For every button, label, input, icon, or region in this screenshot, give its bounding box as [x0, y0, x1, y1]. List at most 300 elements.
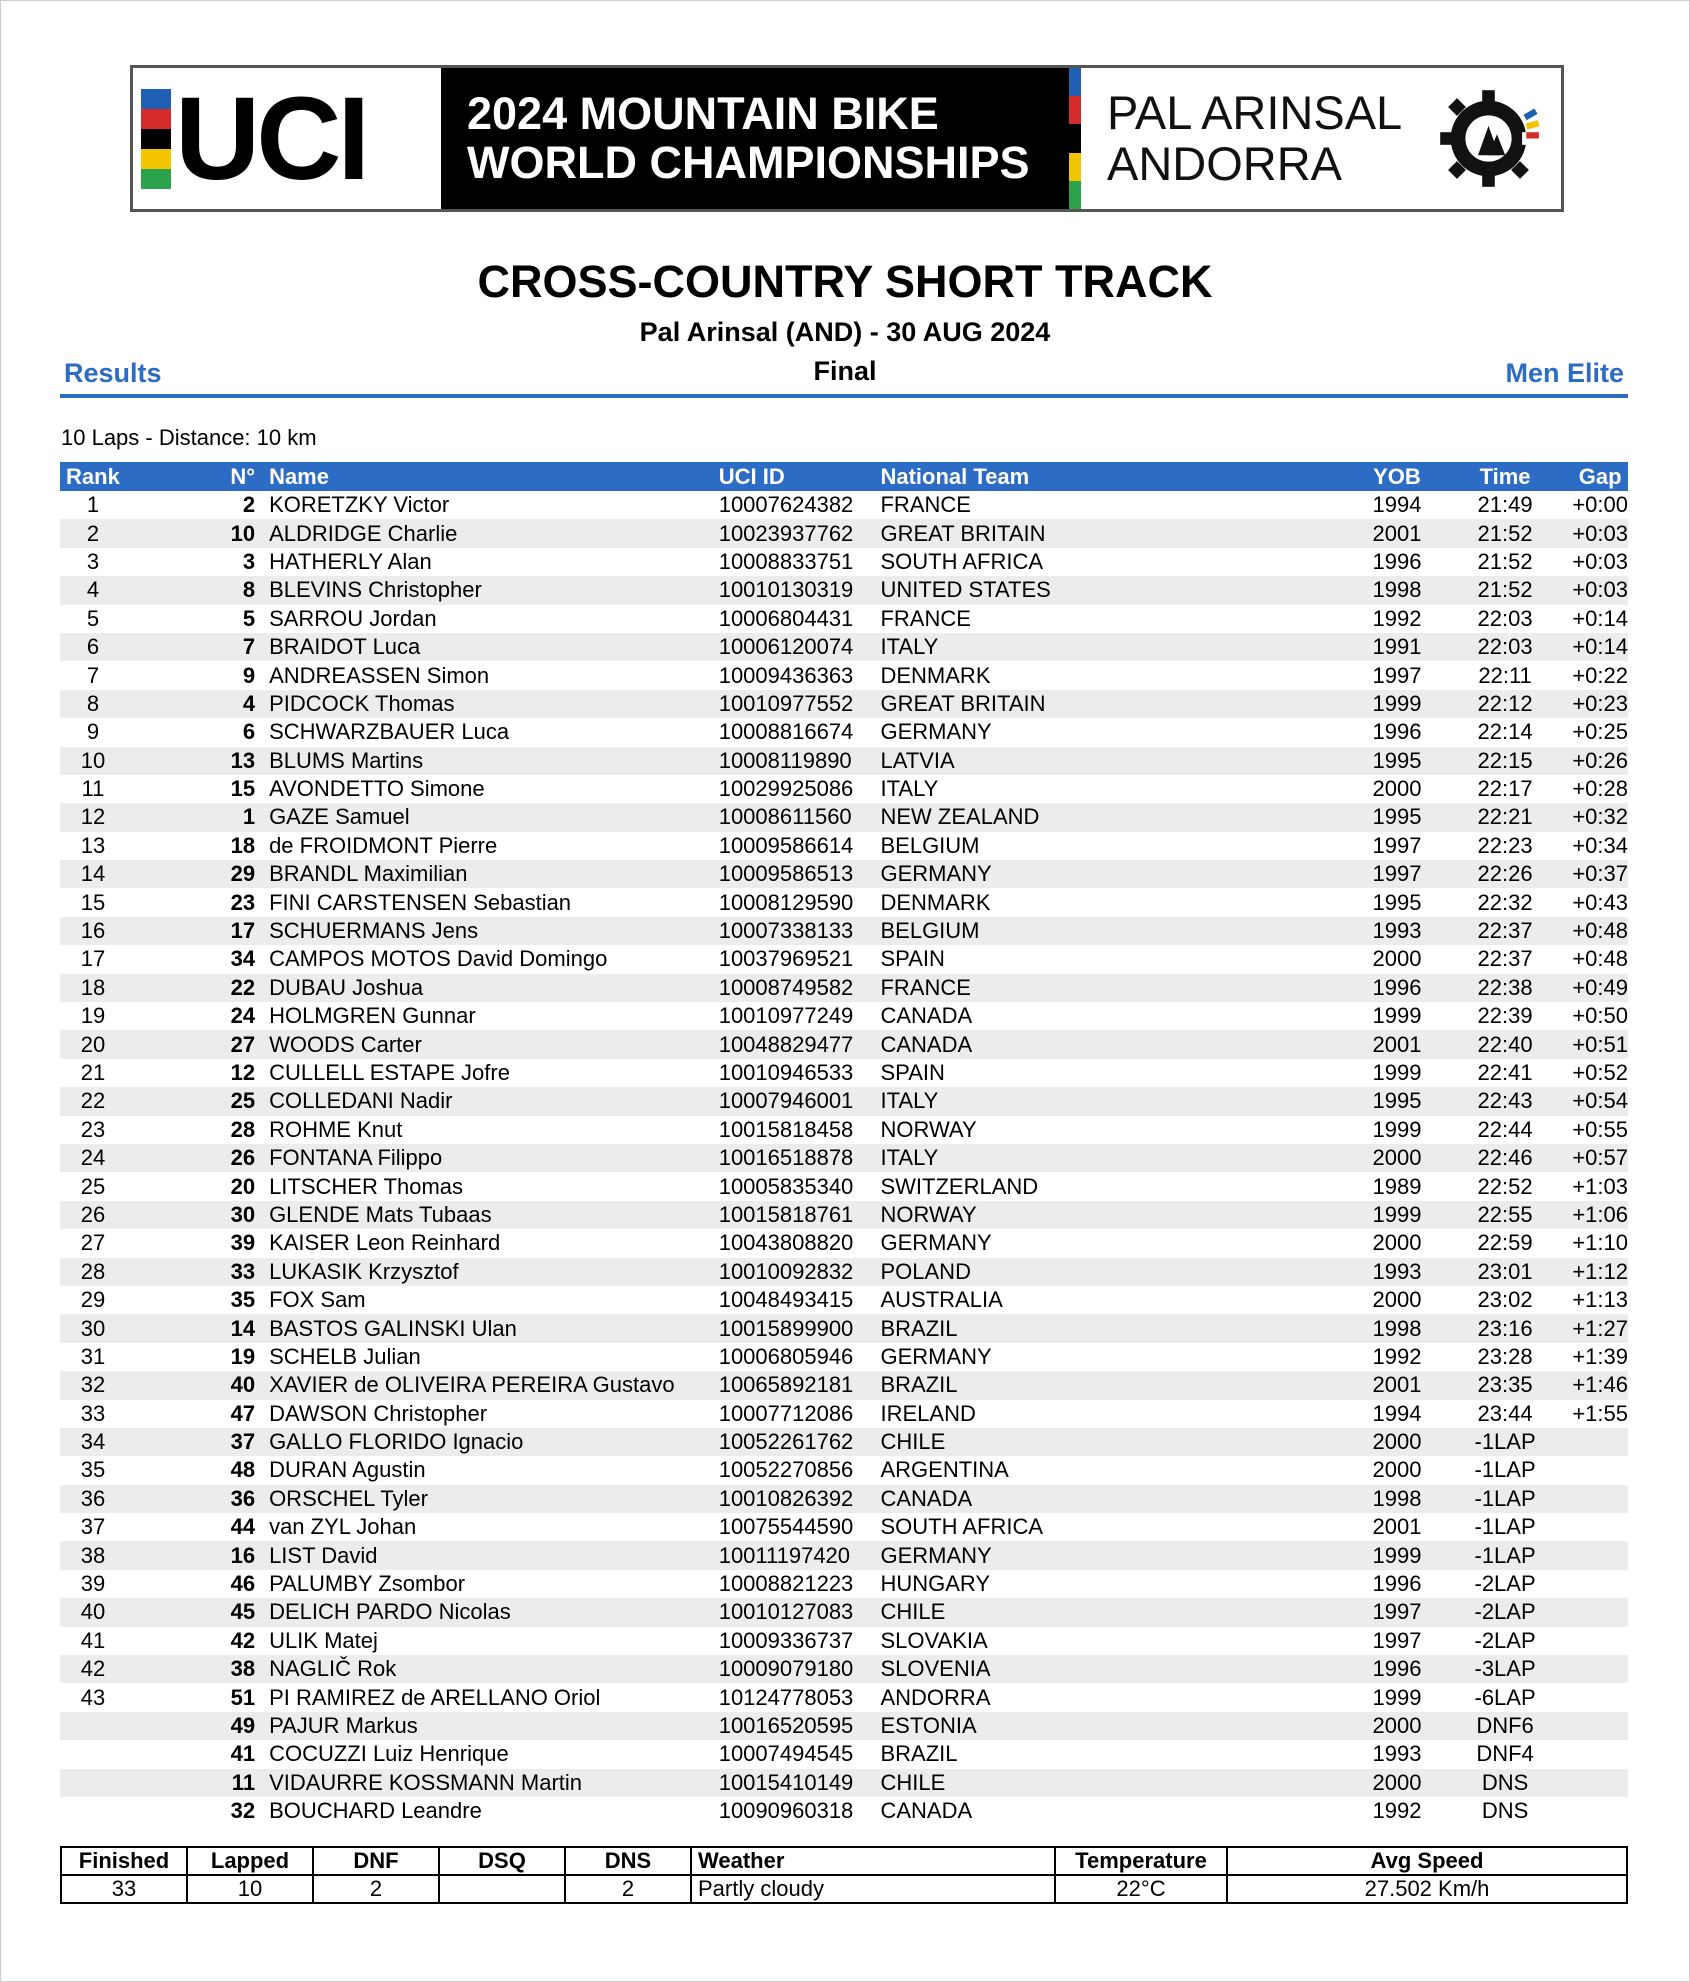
cell-name: DAWSON Christopher [269, 1400, 488, 1426]
cell-national-team: HUNGARY [880, 1571, 991, 1597]
cell-uci-id: 10048493415 [718, 1287, 854, 1313]
summary-avg-speed-header: Avg Speed [1227, 1847, 1627, 1875]
cell-name: FONTANA Filippo [269, 1144, 719, 1172]
cell-uci-id: 10015818761 [719, 1201, 881, 1229]
cell-time: 22:14 [1477, 719, 1533, 745]
cell-time: 22:43 [1438, 1087, 1573, 1115]
cell-yob: 1999 [1372, 1003, 1422, 1029]
cell-uci-id: 10023937762 [719, 519, 881, 547]
cell-yob: 2000 [1372, 776, 1422, 802]
cell-time: 22:41 [1477, 1060, 1533, 1085]
cell-rank [60, 1769, 126, 1797]
cell-rank: 21 [80, 1060, 106, 1085]
cell-name: HATHERLY Alan [269, 548, 432, 574]
cell-name: ANDREASSEN Simon [269, 662, 490, 688]
table-row [60, 1229, 1628, 1257]
cell-rank: 38 [60, 1541, 126, 1569]
cell-national-team: CANADA [880, 1485, 1356, 1513]
cell-bib-number: 35 [230, 1287, 256, 1313]
cell-name: VIDAURRE KOSSMANN Martin [269, 1769, 719, 1797]
cell-national-team: GERMANY [880, 1230, 992, 1256]
summary-lapped-value: 10 [187, 1875, 313, 1903]
summary-dsq-value [439, 1875, 565, 1903]
cell-rank: 37 [80, 1514, 106, 1540]
cell-name: ROHME Knut [269, 1116, 403, 1142]
cell-name: DELICH PARDO Nicolas [269, 1598, 719, 1626]
cell-uci-id: 10007712086 [718, 1400, 854, 1426]
cell-uci-id: 10006804431 [718, 605, 854, 631]
cell-time: -2LAP [1474, 1571, 1536, 1597]
cell-rank: 43 [80, 1684, 106, 1710]
cell-uci-id: 10037969521 [718, 946, 854, 972]
cell-time: 22:11 [1478, 662, 1532, 688]
col-gap: Gap [1572, 462, 1628, 491]
cell-time: 22:17 [1477, 776, 1533, 802]
cell-name: FINI CARSTENSEN Sebastian [269, 889, 572, 915]
results-label: Results [64, 358, 162, 388]
cell-gap: +0:37 [1572, 860, 1628, 888]
cell-name: LUKASIK Krzysztof [269, 1258, 719, 1286]
cell-rank: 24 [60, 1144, 126, 1172]
cell-uci-id: 10052270856 [718, 1457, 854, 1483]
cell-yob: 1995 [1356, 747, 1438, 775]
cell-rank: 16 [60, 917, 126, 945]
cell-uci-id: 10124778053 [718, 1684, 854, 1710]
event-banner [130, 65, 1564, 212]
cell-time: 23:35 [1438, 1371, 1573, 1399]
cell-uci-id: 10007494545 [718, 1741, 854, 1767]
cell-name: LIST David [269, 1541, 719, 1569]
table-row [60, 1343, 1628, 1371]
cell-rank: 22 [60, 1087, 126, 1115]
cell-gap: +0:52 [1572, 1060, 1628, 1085]
cell-rank: 34 [60, 1428, 126, 1456]
table-row [60, 1655, 1628, 1683]
cell-time: 22:39 [1477, 1003, 1533, 1029]
cell-gap: +1:55 [1572, 1400, 1628, 1426]
cell-national-team: GERMANY [880, 1541, 1356, 1569]
cell-name: ORSCHEL Tyler [269, 1485, 719, 1513]
cell-gap: +1:12 [1572, 1258, 1628, 1286]
summary-dnf-value: 2 [313, 1875, 439, 1903]
col-yob: YOB [1356, 462, 1438, 491]
col-time: Time [1438, 462, 1573, 491]
cell-yob: 2001 [1356, 519, 1438, 547]
col-name: Name [269, 462, 719, 491]
cell-yob: 1994 [1372, 1400, 1422, 1426]
cell-gap [1572, 1712, 1628, 1740]
cell-national-team: GERMANY [880, 1343, 992, 1369]
summary-dns-value: 2 [565, 1875, 691, 1903]
cell-national-team: NORWAY [880, 1201, 1356, 1229]
cell-rank: 4 [60, 576, 126, 604]
cell-rank: 41 [80, 1627, 106, 1653]
cell-uci-id: 10010130319 [719, 576, 881, 604]
cell-national-team: FRANCE [880, 605, 971, 631]
col-national-team: National Team [880, 462, 1356, 491]
cell-bib-number: 49 [126, 1712, 269, 1740]
cell-yob: 2000 [1372, 946, 1422, 972]
cell-bib-number: 12 [230, 1060, 256, 1085]
cell-time: 23:44 [1477, 1400, 1533, 1426]
cell-bib-number: 19 [230, 1343, 256, 1369]
cell-uci-id: 10029925086 [718, 776, 854, 802]
table-row [60, 633, 1628, 661]
cell-national-team: SPAIN [880, 1060, 945, 1085]
cell-rank: 31 [80, 1343, 106, 1369]
cell-bib-number: 2 [242, 492, 256, 518]
cell-gap: +0:03 [1572, 519, 1628, 547]
table-row [60, 1116, 1628, 1144]
cell-bib-number: 26 [126, 1144, 269, 1172]
summary-finished-header: Finished [61, 1847, 187, 1875]
cell-rank: 33 [80, 1400, 106, 1426]
table-row [60, 519, 1628, 547]
col-bib-number: N° [126, 462, 269, 491]
cell-rank: 3 [86, 548, 100, 574]
cell-name: PI RAMIREZ de ARELLANO Oriol [269, 1684, 601, 1710]
cell-rank: 32 [60, 1371, 126, 1399]
cell-time: -1LAP [1438, 1485, 1573, 1513]
table-row [60, 1683, 1628, 1711]
cell-uci-id: 10010946533 [718, 1060, 854, 1085]
cell-gap [1572, 1485, 1628, 1513]
cell-bib-number: 34 [230, 946, 256, 972]
cell-rank [60, 1740, 126, 1768]
cell-bib-number: 3 [242, 548, 256, 574]
table-row [60, 1712, 1628, 1740]
cell-name: BLEVINS Christopher [269, 576, 719, 604]
cell-time: -1LAP [1438, 1428, 1573, 1456]
cell-yob: 1999 [1356, 1201, 1438, 1229]
cell-yob: 2001 [1356, 1371, 1438, 1399]
cell-bib-number: 30 [126, 1201, 269, 1229]
venue-block [1081, 68, 1561, 209]
cell-rank [60, 1712, 126, 1740]
summary-finished-value: 33 [61, 1875, 187, 1903]
cell-national-team: GREAT BRITAIN [880, 690, 1356, 718]
cell-uci-id: 10008749582 [719, 974, 881, 1002]
cell-time: 22:21 [1438, 803, 1573, 831]
table-row [60, 888, 1628, 916]
table-row [60, 1456, 1628, 1484]
table-row [60, 491, 1628, 519]
cell-name: CAMPOS MOTOS David Domingo [269, 946, 608, 972]
table-row [60, 1059, 1628, 1087]
cell-gap [1572, 1513, 1628, 1541]
cell-time: DNS [1438, 1769, 1573, 1797]
cell-time: 22:26 [1438, 860, 1573, 888]
cell-yob: 2001 [1356, 1030, 1438, 1058]
cell-national-team: ESTONIA [880, 1712, 1356, 1740]
cell-uci-id: 10008119890 [719, 747, 881, 775]
cell-gap [1572, 1769, 1628, 1797]
cell-gap: +0:48 [1572, 917, 1628, 945]
cell-rank: 29 [80, 1287, 106, 1313]
cell-uci-id: 10016520595 [719, 1712, 881, 1740]
cell-bib-number: 4 [126, 690, 269, 718]
cell-yob: 1995 [1356, 1087, 1438, 1115]
cell-uci-id: 10009336737 [718, 1627, 854, 1653]
cell-time: -2LAP [1438, 1598, 1573, 1626]
cell-yob: 1999 [1372, 1060, 1422, 1085]
cell-bib-number: 14 [126, 1314, 269, 1342]
cell-uci-id: 10010092832 [719, 1258, 881, 1286]
cell-name: COCUZZI Luiz Henrique [269, 1741, 509, 1767]
cell-name: GLENDE Mats Tubaas [269, 1201, 719, 1229]
col-uci-id: UCI ID [719, 462, 881, 491]
table-row [60, 605, 1628, 633]
cell-time: 23:02 [1477, 1287, 1533, 1313]
cell-gap: +0:03 [1572, 548, 1628, 574]
table-row [60, 1627, 1628, 1655]
cell-yob: 1999 [1356, 690, 1438, 718]
summary-dsq-header: DSQ [439, 1847, 565, 1875]
cell-national-team: ANDORRA [880, 1684, 991, 1710]
cell-yob: 1992 [1372, 605, 1422, 631]
table-row [60, 576, 1628, 604]
cell-bib-number: 24 [230, 1003, 256, 1029]
category-label: Men Elite [1505, 358, 1624, 388]
cell-uci-id: 10016518878 [719, 1144, 881, 1172]
cell-bib-number: 23 [230, 889, 256, 915]
cell-gap [1572, 1570, 1628, 1598]
cell-uci-id: 10010977249 [718, 1003, 854, 1029]
cell-gap: +1:39 [1572, 1343, 1628, 1369]
cell-yob: 1996 [1356, 1655, 1438, 1683]
cell-uci-id: 10015818458 [718, 1116, 854, 1142]
cell-rank: 27 [80, 1230, 106, 1256]
summary-temperature-value: 22°C [1055, 1875, 1227, 1903]
cell-national-team: CANADA [880, 1003, 973, 1029]
cell-national-team: NEW ZEALAND [880, 803, 1356, 831]
table-row [60, 1144, 1628, 1172]
event-location-date: Pal Arinsal (AND) - 30 AUG 2024 [639, 317, 1051, 347]
cell-yob: 1998 [1356, 1485, 1438, 1513]
cell-yob: 1992 [1372, 1343, 1422, 1369]
col-rank: Rank [60, 462, 126, 491]
cell-yob: 2001 [1372, 1514, 1422, 1540]
cell-rank [60, 1797, 126, 1825]
cell-time: 22:37 [1477, 946, 1533, 972]
cell-time: 21:52 [1438, 519, 1573, 547]
cell-name: SCHELB Julian [269, 1343, 421, 1369]
cell-national-team: POLAND [880, 1258, 1356, 1286]
cell-rank: 9 [86, 719, 100, 745]
cell-yob: 1997 [1356, 1598, 1438, 1626]
cell-rank: 6 [60, 633, 126, 661]
cell-time: -1LAP [1474, 1514, 1536, 1540]
cell-time: 22:46 [1438, 1144, 1573, 1172]
cell-name: AVONDETTO Simone [269, 776, 485, 802]
cell-name: ALDRIDGE Charlie [269, 519, 719, 547]
cell-time: 22:15 [1438, 747, 1573, 775]
cell-time: 23:16 [1438, 1314, 1573, 1342]
championship-line-1: 2024 MOUNTAIN BIKE [467, 87, 939, 139]
cell-gap [1572, 1541, 1628, 1569]
cell-time: -2LAP [1474, 1627, 1536, 1653]
cell-gap [1572, 1627, 1628, 1655]
cell-time: DNS [1481, 1798, 1529, 1824]
cell-time: -6LAP [1474, 1684, 1536, 1710]
cell-rank: 7 [86, 662, 100, 688]
cell-yob: 2000 [1356, 1769, 1438, 1797]
cell-bib-number: 10 [126, 519, 269, 547]
table-row [60, 1428, 1628, 1456]
cell-national-team: IRELAND [880, 1400, 976, 1426]
cell-bib-number: 40 [126, 1371, 269, 1399]
cell-uci-id: 10008611560 [719, 803, 881, 831]
cell-uci-id: 10008821223 [718, 1571, 854, 1597]
venue-line-1: PAL ARINSAL [1107, 85, 1403, 139]
table-row [60, 1570, 1628, 1598]
cell-yob: 1996 [1372, 548, 1422, 574]
cell-rank: 11 [81, 776, 105, 802]
summary-values-row [61, 1875, 1627, 1903]
cell-gap [1572, 1598, 1628, 1626]
cell-yob: 1999 [1372, 1116, 1422, 1142]
cell-gap: +1:27 [1572, 1314, 1628, 1342]
cell-rank: 30 [60, 1314, 126, 1342]
cell-national-team: ITALY [880, 1087, 1356, 1115]
cell-national-team: ITALY [880, 633, 1356, 661]
cell-name: CULLELL ESTAPE Jofre [269, 1060, 510, 1085]
summary-header-row [61, 1847, 1627, 1875]
cell-time: 22:32 [1477, 889, 1533, 915]
cell-name: WOODS Carter [269, 1030, 719, 1058]
cell-bib-number: 33 [126, 1258, 269, 1286]
cell-name: KORETZKY Victor [269, 492, 450, 518]
cell-uci-id: 10010977552 [719, 690, 881, 718]
race-summary-table [60, 1846, 1628, 1904]
cell-national-team: SLOVENIA [880, 1655, 1356, 1683]
cell-time: DNF4 [1476, 1741, 1534, 1767]
cell-rank: 25 [80, 1173, 106, 1199]
table-row [60, 1513, 1628, 1541]
cell-rank: 19 [80, 1003, 106, 1029]
cell-rank: 42 [60, 1655, 126, 1683]
cell-uci-id: 10007338133 [719, 917, 881, 945]
cell-time: 22:03 [1438, 633, 1573, 661]
cell-national-team: NORWAY [880, 1116, 977, 1142]
cell-name: SCHUERMANS Jens [269, 917, 719, 945]
cell-bib-number: 45 [126, 1598, 269, 1626]
cell-name: FOX Sam [269, 1287, 366, 1313]
cell-yob: 1997 [1372, 662, 1422, 688]
cell-gap: +0:51 [1572, 1030, 1628, 1058]
cell-yob: 1997 [1372, 1627, 1422, 1653]
cell-bib-number: 18 [230, 832, 256, 858]
cell-bib-number: 9 [242, 662, 256, 688]
cell-bib-number: 51 [230, 1684, 256, 1710]
cell-bib-number: 22 [126, 974, 269, 1002]
cell-rank: 17 [80, 946, 106, 972]
cell-rank: 20 [60, 1030, 126, 1058]
cell-uci-id: 10006805946 [718, 1343, 854, 1369]
cell-time: 22:23 [1477, 832, 1533, 858]
table-row [60, 1598, 1628, 1626]
table-row [60, 1314, 1628, 1342]
cell-yob: 1989 [1372, 1173, 1422, 1199]
cell-gap: +0:43 [1572, 889, 1628, 915]
cell-gap: +1:10 [1572, 1230, 1628, 1256]
cell-name: BRANDL Maximilian [269, 860, 719, 888]
summary-lapped-header: Lapped [187, 1847, 313, 1875]
cell-gap: +0:48 [1572, 946, 1628, 972]
cell-national-team: GREAT BRITAIN [880, 519, 1356, 547]
cell-yob: 1996 [1372, 719, 1422, 745]
cell-bib-number: 8 [126, 576, 269, 604]
gear-tree-logo-icon [1436, 86, 1541, 191]
page-title: CROSS-COUNTRY SHORT TRACK [477, 256, 1213, 307]
cell-time: 22:59 [1477, 1230, 1533, 1256]
table-row [60, 1172, 1628, 1200]
cell-name: HOLMGREN Gunnar [269, 1003, 476, 1029]
cell-gap: +0:57 [1572, 1144, 1628, 1172]
cell-uci-id: 10052261762 [719, 1428, 881, 1456]
cell-name: BRAIDOT Luca [269, 633, 719, 661]
cell-national-team: BRAZIL [880, 1371, 1356, 1399]
cell-bib-number: 42 [230, 1627, 256, 1653]
cell-yob: 1996 [1356, 974, 1438, 1002]
table-row [60, 1087, 1628, 1115]
cell-national-team: BRAZIL [880, 1741, 958, 1767]
cell-name: COLLEDANI Nadir [269, 1087, 719, 1115]
cell-bib-number: 13 [126, 747, 269, 775]
table-row [60, 1740, 1628, 1768]
cell-national-team: SWITZERLAND [880, 1173, 1039, 1199]
cell-gap [1572, 1428, 1628, 1456]
cell-national-team: GERMANY [880, 860, 1356, 888]
cell-gap [1572, 1740, 1628, 1768]
cell-yob: 2000 [1372, 1457, 1422, 1483]
cell-rank: 26 [60, 1201, 126, 1229]
cell-bib-number: 29 [126, 860, 269, 888]
table-row [60, 1400, 1628, 1428]
cell-gap: +0:22 [1572, 662, 1628, 688]
cell-uci-id: 10007624382 [718, 492, 854, 518]
summary-weather-header: Weather [691, 1847, 1055, 1875]
cell-bib-number: 27 [126, 1030, 269, 1058]
cell-uci-id: 10009586614 [718, 832, 854, 858]
cell-rank: 10 [60, 747, 126, 775]
cell-uci-id: 10010127083 [719, 1598, 881, 1626]
cell-gap: +0:28 [1572, 776, 1628, 802]
cell-bib-number: 15 [230, 776, 256, 802]
cell-bib-number: 11 [126, 1769, 269, 1797]
table-row [60, 1797, 1628, 1825]
cell-yob: 1992 [1372, 1798, 1422, 1824]
summary-avg-speed-value: 27.502 Km/h [1227, 1875, 1627, 1903]
cell-yob: 1991 [1356, 633, 1438, 661]
cell-name: PALUMBY Zsombor [269, 1571, 466, 1597]
uci-logo [133, 68, 441, 209]
cell-time: 22:40 [1438, 1030, 1573, 1058]
cell-uci-id: 10015410149 [719, 1769, 881, 1797]
cell-uci-id: 10009586513 [719, 860, 881, 888]
cell-rank: 5 [86, 605, 100, 631]
cell-gap: +1:03 [1572, 1173, 1628, 1199]
cell-national-team: ARGENTINA [880, 1457, 1009, 1483]
cell-yob: 1993 [1356, 917, 1438, 945]
cell-national-team: SOUTH AFRICA [880, 548, 1044, 574]
cell-gap: +0:25 [1572, 719, 1628, 745]
cell-yob: 1998 [1356, 576, 1438, 604]
cell-name: NAGLIČ Rok [269, 1655, 719, 1683]
cell-yob: 2000 [1356, 1144, 1438, 1172]
cell-name: van ZYL Johan [269, 1514, 417, 1540]
cell-rank: 13 [80, 832, 106, 858]
